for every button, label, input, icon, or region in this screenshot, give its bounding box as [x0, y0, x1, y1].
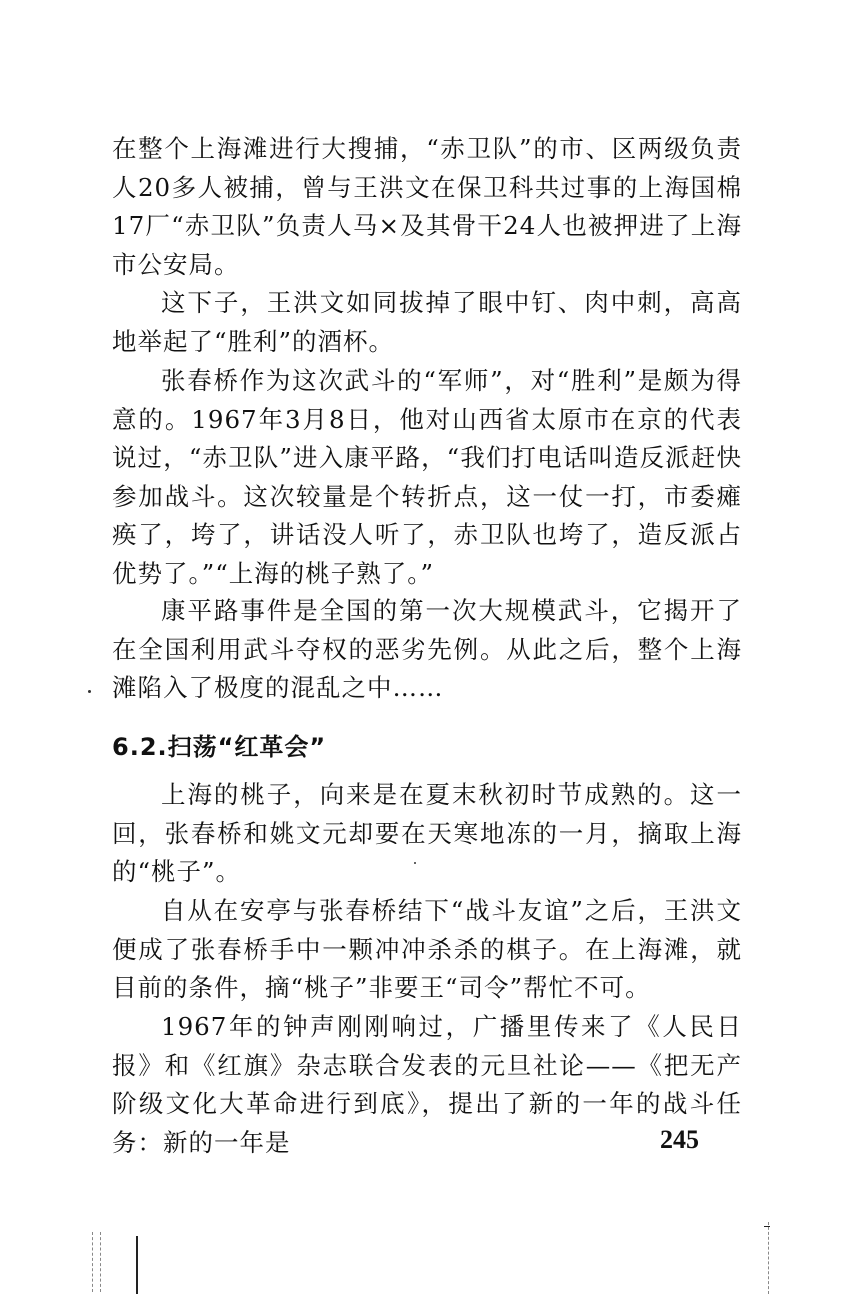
paragraph-continuation: 在整个上海滩进行大搜捕，“赤卫队”的市、区两级负责人20多人被捕，曾与王洪文在保卫科共过事的上海国棉17厂“赤卫队”负责人马×及其骨干24人也被押进了上海市公安局。	[112, 134, 742, 279]
paragraph-zhang-quote: 张春桥作为这次武斗的“军师”，对“胜利”是颇为得意的。1967年3月8日，他对山西省太原市在京的代表说过，“赤卫队”进入康平路，“我们打电话叫造反派赶快参加战斗。这次较量是个转折点，这一仗一打，市委瘫痪了，垮了，讲话没人听了，赤卫队也垮了，造反派占优势了。”“上海的桃子熟了。”	[112, 366, 742, 588]
paragraph-peaches: 上海的桃子，向来是在夏末秋初时节成熟的。这一回，张春桥和姚文元却要在天寒地冻的一月，摘取上海的“桃子”。	[112, 780, 742, 886]
scan-tick-mark	[764, 1226, 770, 1227]
scan-speck	[414, 862, 416, 864]
scan-dashed-line	[768, 1222, 770, 1294]
scan-dashed-line	[100, 1232, 102, 1292]
paragraph-anting-friendship: 自从在安亭与张春桥结下“战斗友谊”之后，王洪文便成了张春桥手中一颗冲冲杀杀的棋子。在上海滩，就目前的条件，摘“桃子”非要王“司令”帮忙不可。	[112, 896, 742, 1002]
page-number: 245	[660, 1125, 699, 1154]
paragraph-new-year-editorial: 1967年的钟声刚刚响过，广播里传来了《人民日报》和《红旗》杂志联合发表的元旦社论——《把无产阶级文化大革命进行到底》，提出了新的一年的战斗任务：新的一年是	[112, 1012, 742, 1157]
scan-speck	[88, 690, 91, 693]
paragraph-kangping-incident: 康平路事件是全国的第一次大规模武斗，它揭开了在全国利用武斗夺权的恶劣先例。从此之后，整个上海滩陷入了极度的混乱之中……	[112, 596, 742, 702]
paragraph-victory-toast: 这下子，王洪文如同拔掉了眼中钉、肉中刺，高高地举起了“胜利”的酒杯。	[112, 288, 742, 356]
section-heading: 6.2.扫荡“红革会”	[112, 733, 327, 761]
scan-margin-line	[136, 1236, 138, 1294]
scan-dashed-line	[92, 1232, 94, 1292]
